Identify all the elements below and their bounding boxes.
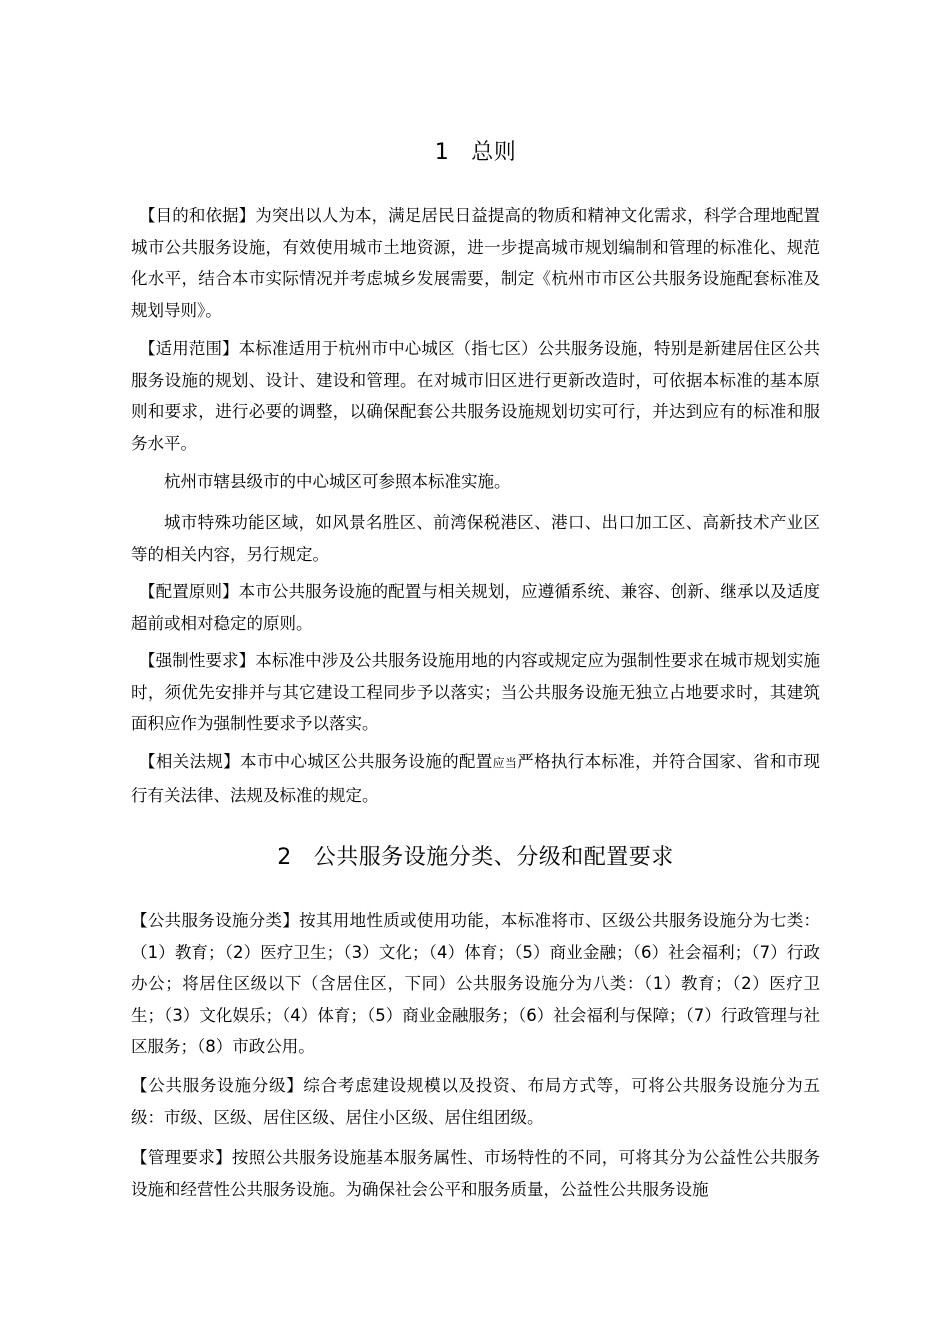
paragraph-scope: 【适用范围】本标准适用于杭州市中心城区（指七区）公共服务设施，特别是新建居住区公共服务设施的规划、设计、建设和管理。在对城市旧区进行更新改造时，可依据本标准的基本原则和要求，进行必要的调整，以确保配套公共服务设施规划切实可行，并达到应有的标准和服务水平。 (131, 339, 820, 453)
paragraph-management: 【管理要求】按照公共服务设施基本服务属性、市场特性的不同，可将其分为公益性公共服务设施和经营性公共服务设施。为确保社会公平和服务质量，公益性公共服务设施 (131, 1148, 820, 1199)
paragraph-levels: 【公共服务设施分级】综合考虑建设规模以及投资、布局方式等，可将公共服务设施分为五级：市级、区级、居住区级、居住小区级、居住组团级。 (131, 1076, 820, 1127)
paragraph-regulations (131, 746, 820, 811)
section-2-heading (131, 843, 820, 873)
paragraph-classification: 【公共服务设施分类】按其用地性质或使用功能，本标准将市、区级公共服务设施分为七类：（1）教育；（2）医疗卫生；（3）文化；（4）体育；（5）商业金融；（6）社会福利；（7）行政办公；将居住区级以下（含居住区，下同）公共服务设施分为八类：（1）教育；（2）医疗卫生；（3）文化娱乐；（4）体育；（5）商业金融服务；（6）社会福利与保障；（7）行政管理与社区服务；（8）市政公用。 (131, 911, 820, 1056)
section-1-heading (131, 138, 820, 168)
section-1-number: 1 (434, 140, 450, 165)
section-2-number: 2 (277, 845, 292, 870)
paragraph-special-areas: 城市特殊功能区域，如风景名胜区、前湾保税港区、港口、出口加工区、高新技术产业区等的相关内容，另行规定。 (131, 513, 820, 564)
paragraph-principles: 【配置原则】本市公共服务设施的配置与相关规划，应遵循系统、兼容、创新、继承以及适度超前或相对稳定的原则。 (131, 582, 820, 633)
regulations-text-part-2: 严格执行本标准，并符合国家、省和市现行有关法律、法规及标准的规定。 (131, 752, 821, 805)
section-2-title: 公共服务设施分类、分级和配置要求 (313, 845, 674, 870)
paragraph-purpose: 【目的和依据】为突出以人为本，满足居民日益提高的物质和精神文化需求，科学合理地配置城市公共服务设施，有效使用城市土地资源，进一步提高城市规划编制和管理的标准化、规范化水平，结合本市实际情况并考虑城乡发展需要，制定《杭州市市区公共服务设施配套标准及规划导则》。 (131, 206, 820, 320)
paragraph-mandatory: 【强制性要求】本标准中涉及公共服务设施用地的内容或规定应为强制性要求在城市规划实施时，须优先安排并与其它建设工程同步予以落实；当公共服务设施无独立占地要求时，其建筑面积应作为强制性要求予以落实。 (131, 651, 820, 733)
regulations-inserted-word: 应当 (492, 756, 518, 770)
paragraph-county-cities: 杭州市辖县级市的中心城区可参照本标准实施。 (164, 472, 511, 491)
section-1-title: 总则 (471, 140, 517, 165)
regulations-text-part-1: 【相关法规】本市中心城区公共服务设施的配置 (139, 752, 493, 771)
